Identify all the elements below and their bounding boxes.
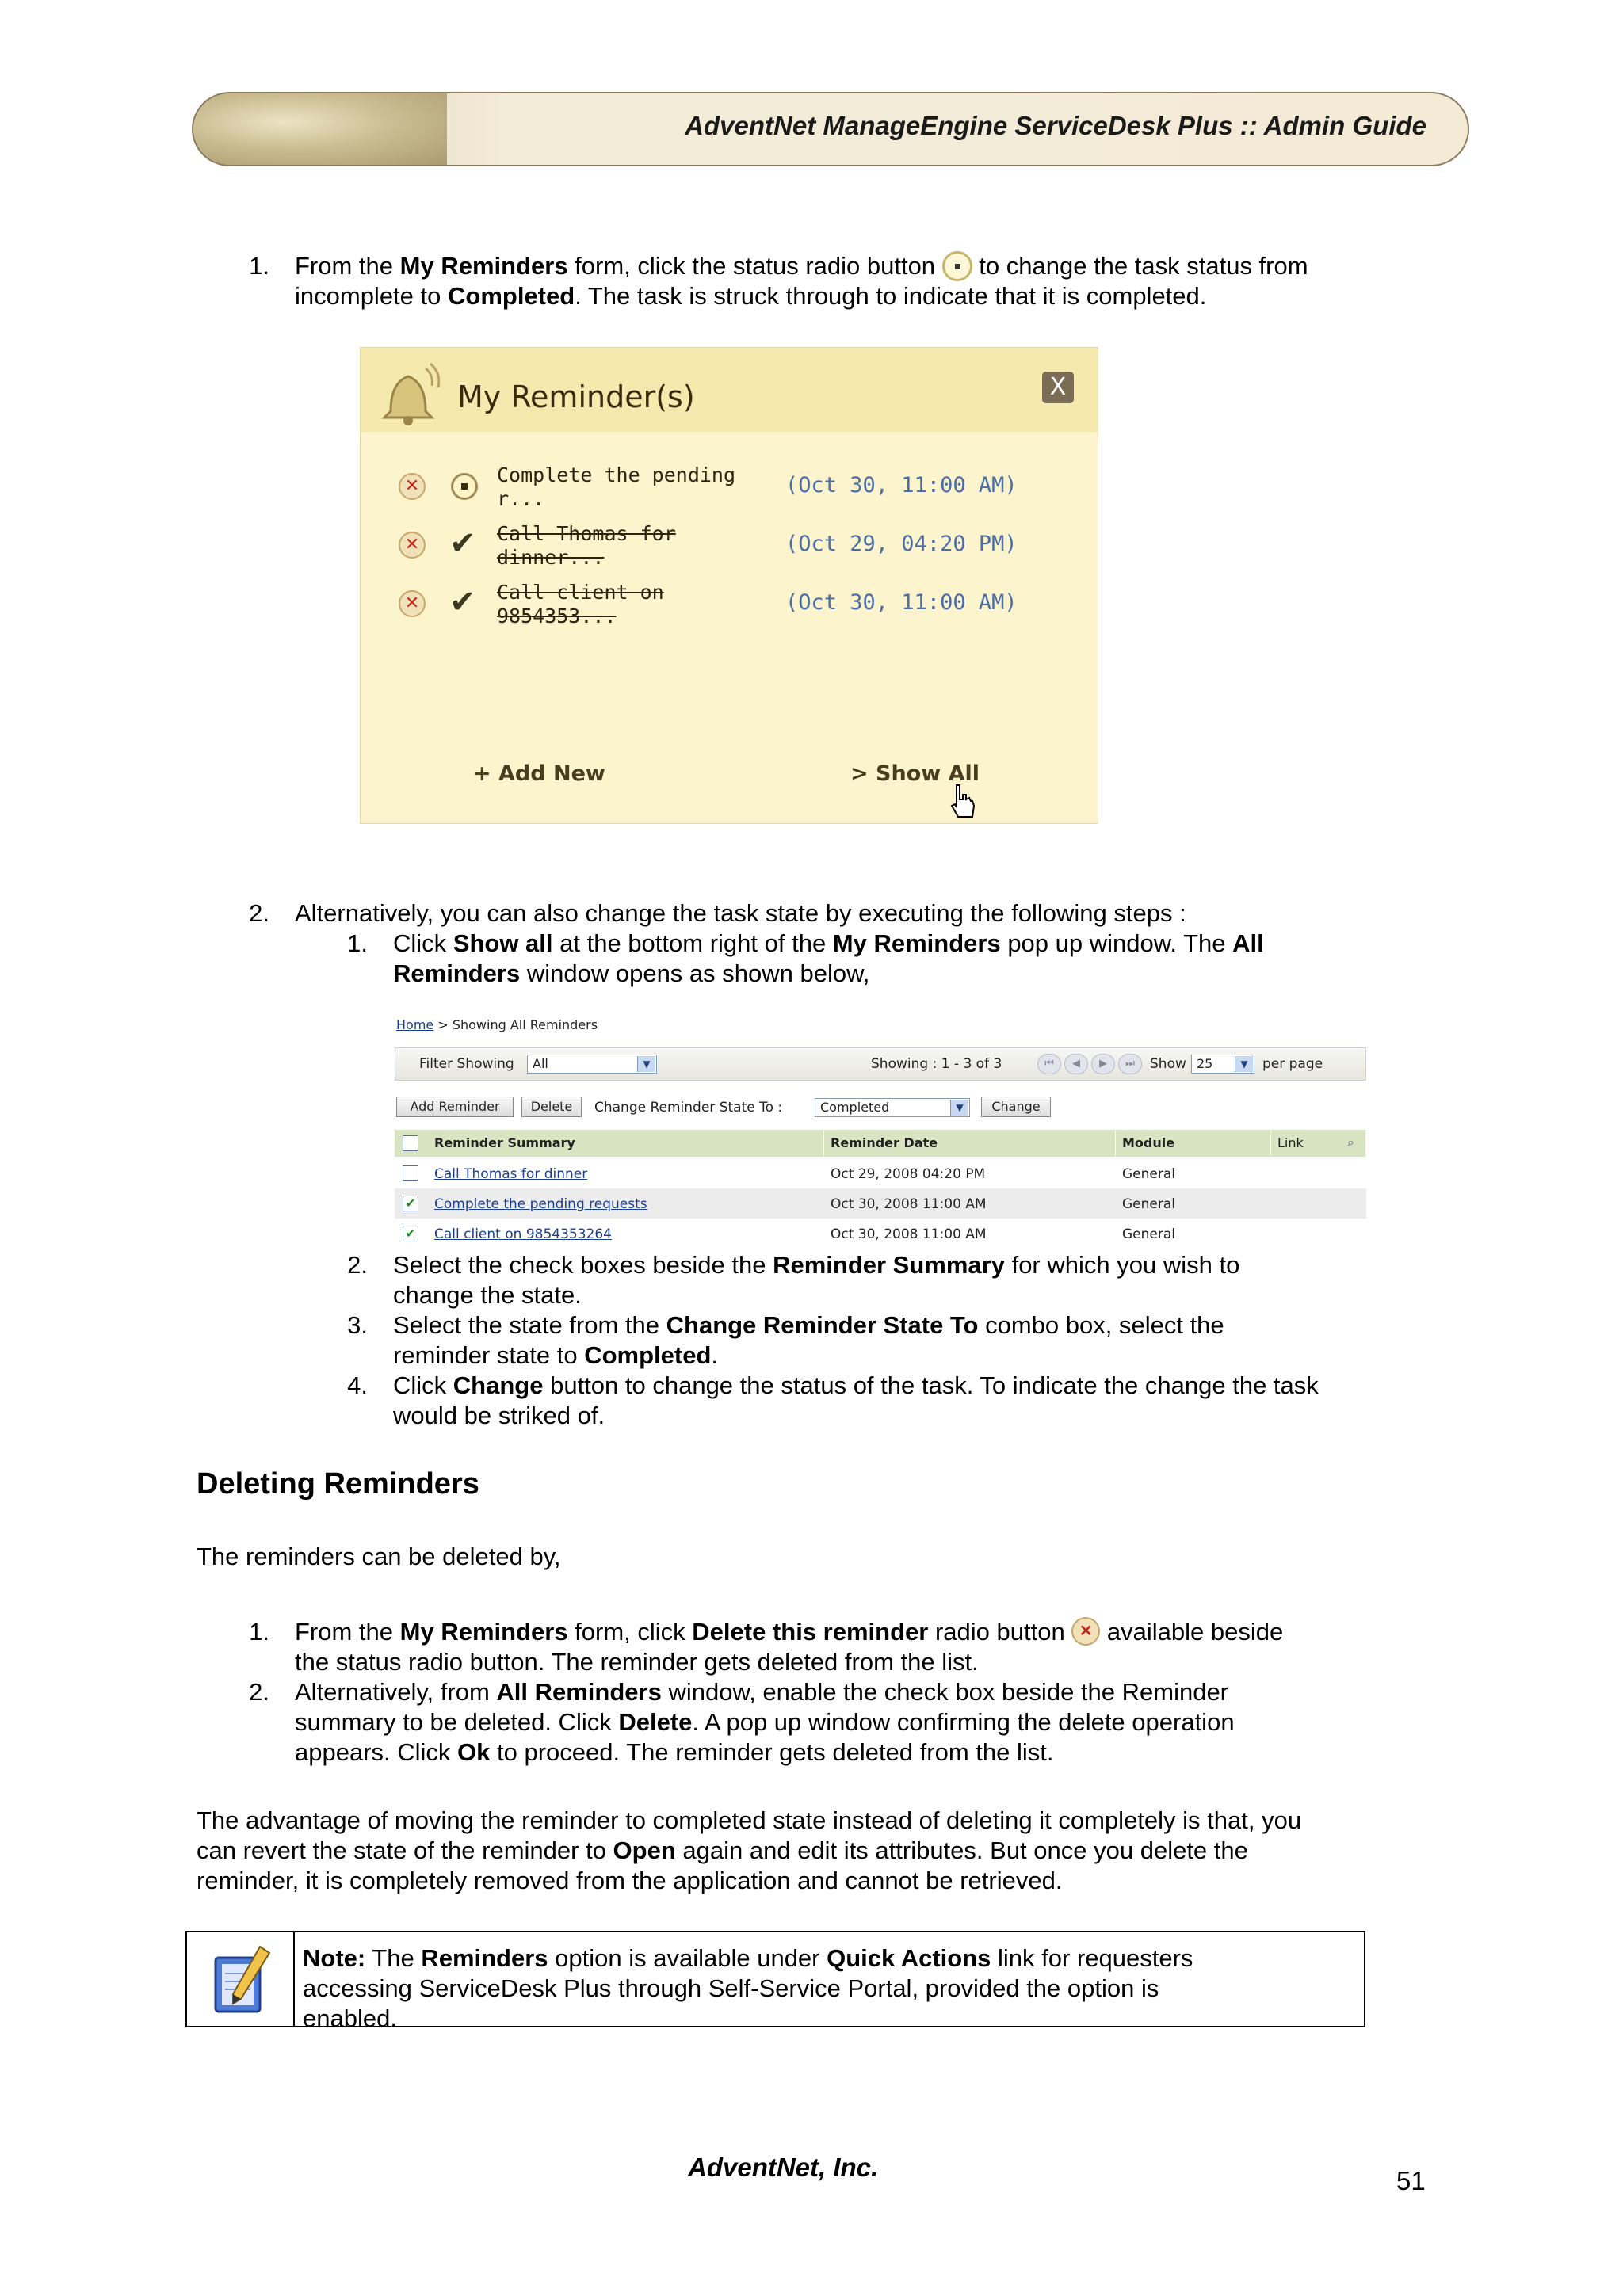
step2-sub2-line1: Select the check boxes beside the Reminder Summary for which you wish to	[393, 1251, 1240, 1279]
step2-sub1-line2: Reminders window opens as shown below,	[393, 959, 870, 987]
list-number: 1.	[249, 252, 269, 280]
add-reminder-button[interactable]: Add Reminder	[396, 1097, 514, 1117]
delete-button[interactable]: Delete	[521, 1097, 582, 1117]
delete-radio-icon: ✕	[1071, 1617, 1100, 1646]
show-label: Show	[1150, 1056, 1186, 1072]
filter-select[interactable]: All ▼	[527, 1055, 657, 1074]
reminder-module: General	[1122, 1226, 1175, 1242]
step2-sub2-line2: change the state.	[393, 1281, 582, 1309]
table-header	[395, 1130, 1366, 1157]
status-radio-button[interactable]	[451, 473, 478, 500]
all-reminders-window	[390, 1016, 1373, 1250]
reminder-text: Call Thomas for dinner...	[497, 522, 676, 569]
next-page-icon[interactable]: ▶	[1091, 1054, 1115, 1074]
reminder-date: (Oct 29, 04:20 PM)	[785, 532, 1018, 556]
list-number: 4.	[347, 1371, 368, 1399]
delete-reminder-icon[interactable]: ✕	[399, 532, 426, 559]
hand-cursor-icon	[947, 782, 979, 822]
filter-toolbar	[395, 1047, 1366, 1081]
deleting-intro: The reminders can be deleted by,	[197, 1543, 561, 1570]
reminder-date: (Oct 30, 11:00 AM)	[785, 590, 1018, 615]
table-row	[395, 1158, 1366, 1188]
note-line1: Note: The Reminders option is available under Quick Actions link for requesters	[303, 1944, 1193, 1972]
completed-check-icon[interactable]: ✔	[449, 525, 476, 562]
select-all-checkbox[interactable]	[403, 1135, 418, 1151]
page-number: 51	[1396, 2166, 1426, 2195]
show-all-link[interactable]: > Show All	[850, 761, 980, 786]
note-divider	[293, 1932, 295, 2026]
breadcrumb: Home > Showing All Reminders	[396, 1017, 598, 1032]
deleting-item1-line2: the status radio button. The reminder gets deleted from the list.	[295, 1648, 979, 1676]
column-header[interactable]: Reminder Date	[824, 1131, 1116, 1156]
note-box	[185, 1931, 1365, 2032]
list-number: 3.	[347, 1311, 368, 1339]
delete-reminder-icon[interactable]: ✕	[399, 473, 426, 500]
note-line2: accessing ServiceDesk Plus through Self-Service Portal, provided the option is	[303, 1974, 1159, 2002]
step2-sub1-line1: Click Show all at the bottom right of the My Reminders pop up window. The All	[393, 929, 1264, 957]
footer-company: AdventNet, Inc.	[688, 2153, 879, 2182]
step2-sub4-line1: Click Change button to change the status of the task. To indicate the change the task	[393, 1371, 1319, 1399]
reminder-date: (Oct 30, 11:00 AM)	[785, 473, 1018, 498]
first-page-icon[interactable]: ⏮	[1037, 1054, 1061, 1074]
header-decoration	[193, 93, 447, 165]
reminder-summary-link[interactable]: Call client on 9854353264	[434, 1226, 612, 1242]
list-number: 1.	[347, 929, 368, 957]
list-number: 1.	[249, 1618, 269, 1646]
paragraph-line: can revert the state of the reminder to Open again and edit its attributes. But once you delete the	[197, 1836, 1248, 1864]
reminder-text: Complete the pending r...	[497, 463, 736, 510]
row-checkbox[interactable]: ✔	[403, 1196, 418, 1211]
step1-line2: incomplete to Completed. The task is struck through to indicate that it is completed.	[295, 282, 1207, 310]
bell-icon	[376, 359, 440, 427]
section-heading: Deleting Reminders	[197, 1467, 479, 1501]
add-new-link[interactable]: + Add New	[473, 761, 605, 786]
step2-sub4-line2: would be striked of.	[393, 1402, 605, 1429]
table-row	[395, 1219, 1366, 1249]
breadcrumb-home-link[interactable]: Home	[396, 1017, 434, 1032]
step2-sub3-line2: reminder state to Completed.	[393, 1341, 719, 1369]
paragraph-line: The advantage of moving the reminder to completed state instead of deleting it completely is that, you	[197, 1806, 1302, 1834]
delete-reminder-icon[interactable]: ✕	[399, 590, 426, 617]
completed-check-icon[interactable]: ✔	[449, 584, 476, 620]
popup-title: My Reminder(s)	[457, 379, 695, 414]
per-page-select[interactable]: 25 ▼	[1191, 1055, 1254, 1074]
column-header[interactable]: Link	[1271, 1131, 1366, 1156]
step2-intro: Alternatively, you can also change the task state by executing the following steps :	[295, 899, 1186, 927]
change-state-label: Change Reminder State To :	[594, 1100, 783, 1116]
list-number: 2.	[249, 899, 269, 927]
deleting-item2-line1: Alternatively, from All Reminders window, enable the check box beside the Reminder	[295, 1678, 1229, 1706]
column-header[interactable]: Reminder Summary	[428, 1131, 824, 1156]
prev-page-icon[interactable]: ◀	[1064, 1054, 1088, 1074]
row-checkbox[interactable]: ✔	[403, 1226, 418, 1241]
my-reminders-popup	[360, 347, 1098, 824]
table-row	[395, 1188, 1366, 1219]
row-checkbox[interactable]	[403, 1165, 418, 1181]
reminder-date: Oct 29, 2008 04:20 PM	[831, 1166, 986, 1182]
state-select[interactable]: Completed ▼	[815, 1098, 970, 1117]
reminder-module: General	[1122, 1196, 1175, 1212]
note-line3: enabled.	[303, 2004, 397, 2032]
header-title: AdventNet ManageEngine ServiceDesk Plus :: Admin Guide	[685, 111, 1426, 140]
paragraph-line: reminder, it is completely removed from the application and cannot be retrieved.	[197, 1867, 1063, 1894]
page-header-banner	[192, 92, 1469, 166]
reminder-date: Oct 30, 2008 11:00 AM	[831, 1226, 987, 1242]
deleting-item1-line1: From the My Reminders form, click Delete this reminder radio button ✕ available beside	[295, 1618, 1284, 1646]
step1-line1: From the My Reminders form, click the status radio button to change the task status from	[295, 252, 1308, 280]
notepad-pencil-icon	[204, 1942, 277, 2018]
last-page-icon[interactable]: ⏭	[1118, 1054, 1142, 1074]
status-radio-icon	[942, 251, 972, 281]
column-header[interactable]: Module	[1116, 1131, 1271, 1156]
showing-count: Showing : 1 - 3 of 3	[871, 1056, 1002, 1072]
reminder-module: General	[1122, 1166, 1175, 1182]
per-page-label: per page	[1262, 1056, 1323, 1072]
deleting-item2-line2: summary to be deleted. Click Delete. A pop up window confirming the delete operation	[295, 1708, 1235, 1736]
change-button[interactable]: Change	[981, 1097, 1051, 1117]
list-number: 2.	[249, 1678, 269, 1706]
reminder-text: Call client on 9854353...	[497, 581, 664, 627]
close-button[interactable]: X	[1042, 372, 1074, 403]
reminder-summary-link[interactable]: Call Thomas for dinner	[434, 1166, 588, 1182]
step2-sub3-line1: Select the state from the Change Reminder State To combo box, select the	[393, 1311, 1224, 1339]
list-number: 2.	[347, 1251, 368, 1279]
reminder-summary-link[interactable]: Complete the pending requests	[434, 1196, 647, 1212]
filter-label: Filter Showing	[419, 1056, 514, 1072]
search-icon[interactable]: ⌕	[1347, 1135, 1354, 1150]
reminder-date: Oct 30, 2008 11:00 AM	[831, 1196, 987, 1212]
deleting-item2-line3: appears. Click Ok to proceed. The reminder gets deleted from the list.	[295, 1738, 1054, 1766]
